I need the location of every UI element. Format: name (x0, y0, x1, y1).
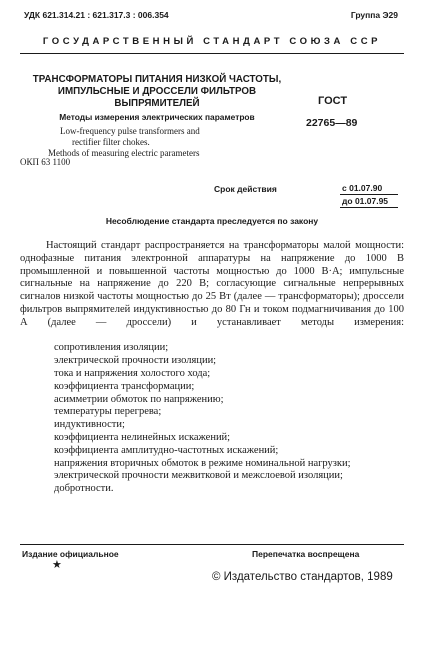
english-title (48, 126, 270, 159)
gost-number: 22765—89 (306, 117, 358, 129)
english-title-line: Low-frequency pulse transformers and (60, 126, 200, 136)
method-item: сопротивления изоляции; (54, 342, 169, 354)
validity-to: до 01.07.95 (342, 196, 389, 206)
copyright-notice: © Издательство стандартов, 1989 (212, 571, 393, 583)
state-standard-heading: ГОСУДАРСТВЕННЫЙ СТАНДАРТ СОЮЗА ССР (42, 36, 382, 47)
title-line: ВЫПРЯМИТЕЛЕЙ (114, 98, 200, 109)
legal-notice: Несоблюдение стандарта преследуется по закону (105, 216, 319, 226)
method-item: коэффициента трансформации; (54, 380, 195, 392)
method-item: напряжения вторичных обмоток в режиме номинальной нагрузки; (54, 457, 351, 469)
method-item: коэффициента нелинейных искажений; (54, 431, 231, 443)
udk-code: УДК 621.314.21 : 621.317.3 : 006.354 (24, 10, 169, 20)
gost-label: ГОСТ (318, 95, 348, 107)
method-item: температуры перегрева; (54, 406, 162, 418)
document-subtitle: Методы измерения электрических параметров (59, 112, 255, 122)
official-edition-label: Издание официальное (22, 549, 119, 559)
english-title-line: rectifier filter chokes. (72, 137, 150, 147)
footer-divider (20, 544, 404, 545)
group-code: Группа Э29 (350, 10, 398, 20)
method-item: тока и напряжения холостого хода; (54, 367, 211, 379)
validity-from: с 01.07.90 (342, 183, 383, 193)
method-item: электрической прочности изоляции; (54, 355, 217, 367)
validity-divider (340, 207, 398, 208)
document-title (28, 74, 286, 110)
method-item: асимметрии обмоток по напряжению; (54, 393, 224, 405)
method-item: добротности. (54, 483, 114, 495)
method-item: коэффициента амплитудно-частотных искажений; (54, 444, 279, 456)
validity-divider (340, 194, 398, 195)
method-item: индуктивности; (54, 419, 125, 431)
document-body (20, 240, 404, 496)
methods-list (20, 342, 404, 496)
validity-label: Срок действия (214, 184, 277, 194)
intro-paragraph: Настоящий стандарт распространяется на трансформаторы малой мощности: однофазные питания электронной аппаратуры на напряжение до 1000 В промышленной и повышенной частоты мощностью до 1000 В·А; импульсные сигнальные на напряжение до 220 В; согласующие сигнальные непрерывных сигналов низкой частоты мощностью до 25 Вт (далее — трансформаторы); дроссели фильтров выпрямителей индуктивностью до 80 Гн и током подмагничивания до 100 А (далее — дроссели) и устанавливает методы измерения: (20, 240, 404, 328)
star-mark: ★ (52, 559, 62, 571)
top-divider (20, 53, 404, 54)
english-title-line: Methods of measuring electric parameters (48, 148, 200, 158)
method-item: электрической прочности межвитковой и межслоевой изоляции; (54, 470, 343, 482)
reprint-prohibited-label: Перепечатка воспрещена (252, 549, 360, 559)
title-line: ИМПУЛЬСНЫЕ И ДРОССЕЛИ ФИЛЬТРОВ (57, 86, 257, 97)
title-line: ТРАНСФОРМАТОРЫ ПИТАНИЯ НИЗКОЙ ЧАСТОТЫ, (32, 74, 282, 85)
okp-code: ОКП 63 1100 (20, 157, 71, 167)
